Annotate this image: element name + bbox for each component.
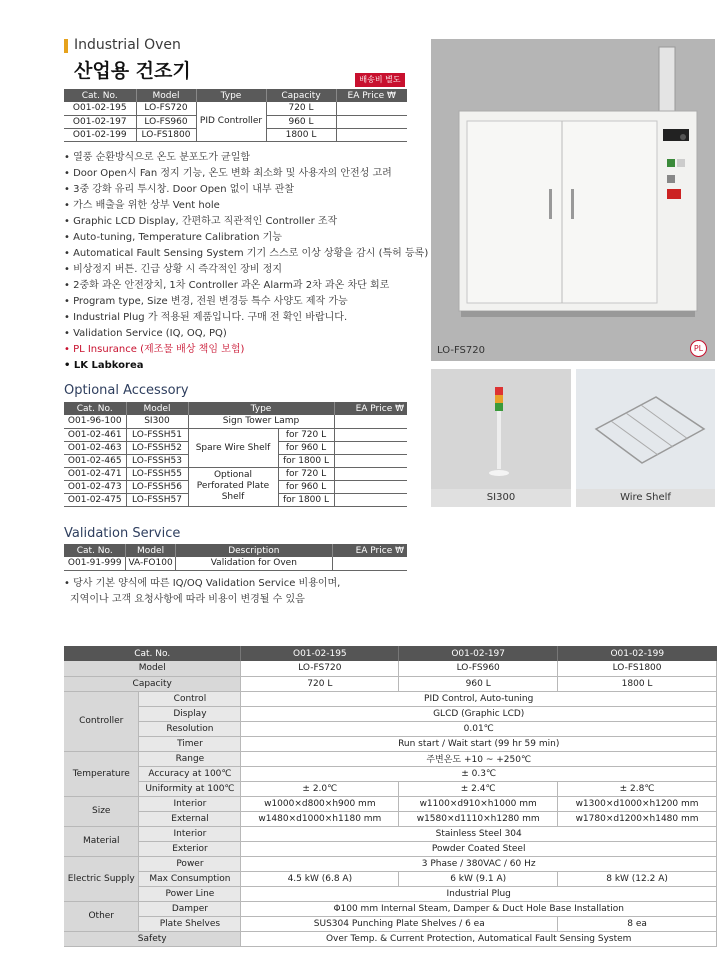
capacity: for 960 L xyxy=(278,441,334,454)
lamp-photo xyxy=(431,369,571,489)
table-row xyxy=(64,415,407,428)
product-photo xyxy=(431,39,715,361)
value-accuracy: ± 0.3℃ xyxy=(241,766,717,781)
header-price: EA Price ₩ xyxy=(334,402,407,415)
header-cat: Cat. No. xyxy=(64,89,136,102)
cat-no: O01-02-465 xyxy=(64,454,126,467)
list-item: • 3중 강화 유리 투시창. Door Open 없이 내부 관찰 xyxy=(64,184,295,195)
label-plate-shelves: Plate Shelves xyxy=(139,916,241,931)
list-item: • 2중화 과온 안전장치, 1차 Controller 과온 Alarm과 2차 과온 차단 회로 xyxy=(64,280,390,291)
spec-head-capacity: Capacity xyxy=(64,676,241,691)
capacity: for 720 L xyxy=(278,428,334,441)
label-uniformity: Uniformity at 100℃ xyxy=(139,781,241,796)
value-safety: Over Temp. & Current Protection, Automatical Fault Sensing System xyxy=(241,931,717,946)
wire-shelf-illustration xyxy=(576,369,715,489)
label-display: Display xyxy=(139,706,241,721)
list-item: • Auto-tuning, Temperature Calibration 기능 xyxy=(64,232,282,243)
label-damper: Damper xyxy=(139,901,241,916)
group-temperature: Temperature xyxy=(64,751,139,796)
oven-illustration xyxy=(431,39,715,361)
cat-no: O01-91-999 xyxy=(64,557,126,570)
validation-note xyxy=(64,576,340,608)
header-cat: Cat. No. xyxy=(64,402,126,415)
capacity: for 1800 L xyxy=(278,454,334,467)
table-row xyxy=(64,841,717,856)
price xyxy=(334,467,407,480)
page-title-en: Industrial Oven xyxy=(74,37,181,53)
spec-capacity-1: 720 L xyxy=(241,676,399,691)
list-item: • 비상정지 버튼. 긴급 상황 시 즉각적인 장비 정지 xyxy=(64,264,283,275)
shelf-photo xyxy=(576,369,715,489)
pl-badge: PL xyxy=(690,340,707,357)
table-row xyxy=(64,856,717,871)
shelf-caption: Wire Shelf xyxy=(576,489,715,507)
table-row xyxy=(64,557,407,570)
model: LO-FS960 xyxy=(136,115,196,128)
header-capacity: Capacity xyxy=(266,89,336,102)
price xyxy=(334,415,407,428)
price xyxy=(334,480,407,493)
list-item: • Door Open시 Fan 정지 기능, 온도 변화 최소화 및 사용자의 안전성 고려 xyxy=(64,168,392,179)
cat-no: O01-02-463 xyxy=(64,441,126,454)
table-row xyxy=(64,931,717,946)
product-table xyxy=(64,89,407,142)
table-row xyxy=(64,811,717,826)
value-timer: Run start / Wait start (99 hr 59 min) xyxy=(241,736,717,751)
value-power: 3 Phase / 380VAC / 60 Hz xyxy=(241,856,717,871)
cat-no: O01-02-197 xyxy=(64,115,136,128)
list-item-brand: • LK Labkorea xyxy=(64,360,144,371)
feature-list xyxy=(64,150,428,374)
list-item: • Industrial Plug 가 적용된 제품입니다. 구매 전 확인 바랍니다. xyxy=(64,312,348,323)
table-row xyxy=(64,721,717,736)
model: LO-FSSH53 xyxy=(126,454,188,467)
list-item: • Validation Service (IQ, OQ, PQ) xyxy=(64,328,227,339)
model: LO-FSSH56 xyxy=(126,480,188,493)
price xyxy=(336,128,407,141)
value-external-2: w1580×d1110×h1280 mm xyxy=(399,811,558,826)
table-row xyxy=(64,886,717,901)
accessory-title: Optional Accessory xyxy=(64,383,189,398)
capacity: 960 L xyxy=(266,115,336,128)
value-uniformity-1: ± 2.0℃ xyxy=(241,781,399,796)
value-mat-exterior: Powder Coated Steel xyxy=(241,841,717,856)
table-row xyxy=(64,428,407,441)
spec-model-1: LO-FS720 xyxy=(241,661,399,676)
value-power-line: Industrial Plug xyxy=(241,886,717,901)
label-mat-interior: Interior xyxy=(139,826,241,841)
label-mat-exterior: Exterior xyxy=(139,841,241,856)
table-row xyxy=(64,781,717,796)
spec-head-model: Model xyxy=(64,661,241,676)
label-interior: Interior xyxy=(139,796,241,811)
model: LO-FS720 xyxy=(136,102,196,115)
value-interior-1: w1000×d800×h900 mm xyxy=(241,796,399,811)
capacity: 720 L xyxy=(266,102,336,115)
label-accuracy: Accuracy at 100℃ xyxy=(139,766,241,781)
header-type: Type xyxy=(188,402,334,415)
model: LO-FSSH55 xyxy=(126,467,188,480)
header-model: Model xyxy=(126,544,175,557)
group-other: Other xyxy=(64,901,139,931)
price xyxy=(334,441,407,454)
price xyxy=(332,557,407,570)
table-row xyxy=(64,916,717,931)
spec-row-capacity xyxy=(64,676,717,691)
spec-row-model xyxy=(64,661,717,676)
group-size: Size xyxy=(64,796,139,826)
model: LO-FSSH57 xyxy=(126,493,188,506)
spec-capacity-2: 960 L xyxy=(399,676,558,691)
main-photo-caption: LO-FS720 xyxy=(437,345,485,356)
value-plate-shelves-b: 8 ea xyxy=(558,916,717,931)
capacity: for 1800 L xyxy=(278,493,334,506)
description: Validation for Oven xyxy=(175,557,332,570)
value-uniformity-3: ± 2.8℃ xyxy=(558,781,717,796)
table-row xyxy=(64,826,717,841)
cat-no: O01-96-100 xyxy=(64,415,126,428)
cat-no: O01-02-461 xyxy=(64,428,126,441)
header-price: EA Price ₩ xyxy=(332,544,407,557)
table-row xyxy=(64,901,717,916)
value-control: PID Control, Auto-tuning xyxy=(241,691,717,706)
table-row xyxy=(64,751,717,766)
value-consumption-1: 4.5 kW (6.8 A) xyxy=(241,871,399,886)
value-range: 주변온도 +10 ~ +250℃ xyxy=(241,751,717,766)
table-row xyxy=(64,766,717,781)
group-safety: Safety xyxy=(64,931,241,946)
capacity: 1800 L xyxy=(266,128,336,141)
model: LO-FSSH52 xyxy=(126,441,188,454)
header-type: Type xyxy=(196,89,266,102)
note-line-1: • 당사 기본 양식에 따른 IQ/OQ Validation Service 비용이며, xyxy=(64,578,341,589)
model: LO-FS1800 xyxy=(136,128,196,141)
value-resolution: 0.01℃ xyxy=(241,721,717,736)
lamp-caption: SI300 xyxy=(431,489,571,507)
spec-row-cat xyxy=(64,646,717,661)
value-display: GLCD (Graphic LCD) xyxy=(241,706,717,721)
table-row xyxy=(64,706,717,721)
cat-no: O01-02-195 xyxy=(64,102,136,115)
spec-cat-1: O01-02-195 xyxy=(241,646,399,661)
list-item: • 가스 배출을 위한 상부 Vent hole xyxy=(64,200,220,211)
value-consumption-2: 6 kW (9.1 A) xyxy=(399,871,558,886)
price xyxy=(334,493,407,506)
label-power-line: Power Line xyxy=(139,886,241,901)
spec-model-3: LO-FS1800 xyxy=(558,661,717,676)
label-external: External xyxy=(139,811,241,826)
validation-title: Validation Service xyxy=(64,526,181,541)
label-range: Range xyxy=(139,751,241,766)
type-cell: Optional Perforated Plate Shelf xyxy=(188,467,278,506)
list-item: • 열풍 순환방식으로 온도 분포도가 균일함 xyxy=(64,152,251,163)
accessory-header xyxy=(64,402,407,415)
value-mat-interior: Stainless Steel 304 xyxy=(241,826,717,841)
validation-table xyxy=(64,544,407,571)
header-price: EA Price ₩ xyxy=(336,89,407,102)
cat-no: O01-02-475 xyxy=(64,493,126,506)
value-external-3: w1780×d1200×h1480 mm xyxy=(558,811,717,826)
type-cell: Spare Wire Shelf xyxy=(188,428,278,467)
page-title-ko: 산업용 건조기 xyxy=(74,60,191,82)
model: SI300 xyxy=(126,415,188,428)
spec-cat-2: O01-02-197 xyxy=(399,646,558,661)
cat-no: O01-02-473 xyxy=(64,480,126,493)
spec-head-cat: Cat. No. xyxy=(64,646,241,661)
spec-table xyxy=(64,646,717,947)
header-description: Description xyxy=(175,544,332,557)
spec-model-2: LO-FS960 xyxy=(399,661,558,676)
header-model: Model xyxy=(126,402,188,415)
type-cell: Sign Tower Lamp xyxy=(188,415,334,428)
price xyxy=(334,454,407,467)
table-row xyxy=(64,796,717,811)
table-row xyxy=(64,691,717,706)
price xyxy=(336,102,407,115)
validation-header xyxy=(64,544,407,557)
label-control: Control xyxy=(139,691,241,706)
value-external-1: w1480×d1000×h1180 mm xyxy=(241,811,399,826)
header-cat: Cat. No. xyxy=(64,544,126,557)
list-item: • Automatical Fault Sensing System 기기 스스로 이상 상황을 감시 (특허 등록) xyxy=(64,248,429,259)
capacity: for 720 L xyxy=(278,467,334,480)
value-uniformity-2: ± 2.4℃ xyxy=(399,781,558,796)
title-accent-bar xyxy=(64,39,68,53)
list-item-pl: • PL Insurance (제조물 배상 책임 보험) xyxy=(64,344,245,355)
price xyxy=(334,428,407,441)
header-model: Model xyxy=(136,89,196,102)
value-consumption-3: 8 kW (12.2 A) xyxy=(558,871,717,886)
list-item: • Graphic LCD Display, 간편하고 직관적인 Controller 조작 xyxy=(64,216,338,227)
value-plate-shelves-a: SUS304 Punching Plate Shelves / 6 ea xyxy=(241,916,558,931)
sign-lamp-illustration xyxy=(431,369,571,489)
product-table-header xyxy=(64,89,407,102)
capacity: for 960 L xyxy=(278,480,334,493)
label-power: Power xyxy=(139,856,241,871)
group-electric: Electric Supply xyxy=(64,856,139,901)
table-row xyxy=(64,102,407,115)
group-controller: Controller xyxy=(64,691,139,751)
value-interior-3: w1300×d1000×h1200 mm xyxy=(558,796,717,811)
cat-no: O01-02-471 xyxy=(64,467,126,480)
label-timer: Timer xyxy=(139,736,241,751)
table-row xyxy=(64,871,717,886)
table-row xyxy=(64,736,717,751)
list-item: • Program type, Size 변경, 전원 변경등 특수 사양도 제작 가능 xyxy=(64,296,348,307)
note-line-2: 지역이나 고객 요청사항에 따라 비용이 변경될 수 있음 xyxy=(70,594,305,605)
spec-capacity-3: 1800 L xyxy=(558,676,717,691)
accessory-table xyxy=(64,402,407,507)
cat-no: O01-02-199 xyxy=(64,128,136,141)
shipping-badge: 배송비 별도 xyxy=(355,73,405,87)
value-interior-2: w1100×d910×h1000 mm xyxy=(399,796,558,811)
table-row xyxy=(64,467,407,480)
spec-cat-3: O01-02-199 xyxy=(558,646,717,661)
value-damper: Φ100 mm Internal Steam, Damper & Duct Hole Base Installation xyxy=(241,901,717,916)
group-material: Material xyxy=(64,826,139,856)
label-max-consumption: Max Consumption xyxy=(139,871,241,886)
model: LO-FSSH51 xyxy=(126,428,188,441)
model: VA-FO100 xyxy=(126,557,175,570)
price xyxy=(336,115,407,128)
label-resolution: Resolution xyxy=(139,721,241,736)
type-cell: PID Controller xyxy=(196,102,266,141)
